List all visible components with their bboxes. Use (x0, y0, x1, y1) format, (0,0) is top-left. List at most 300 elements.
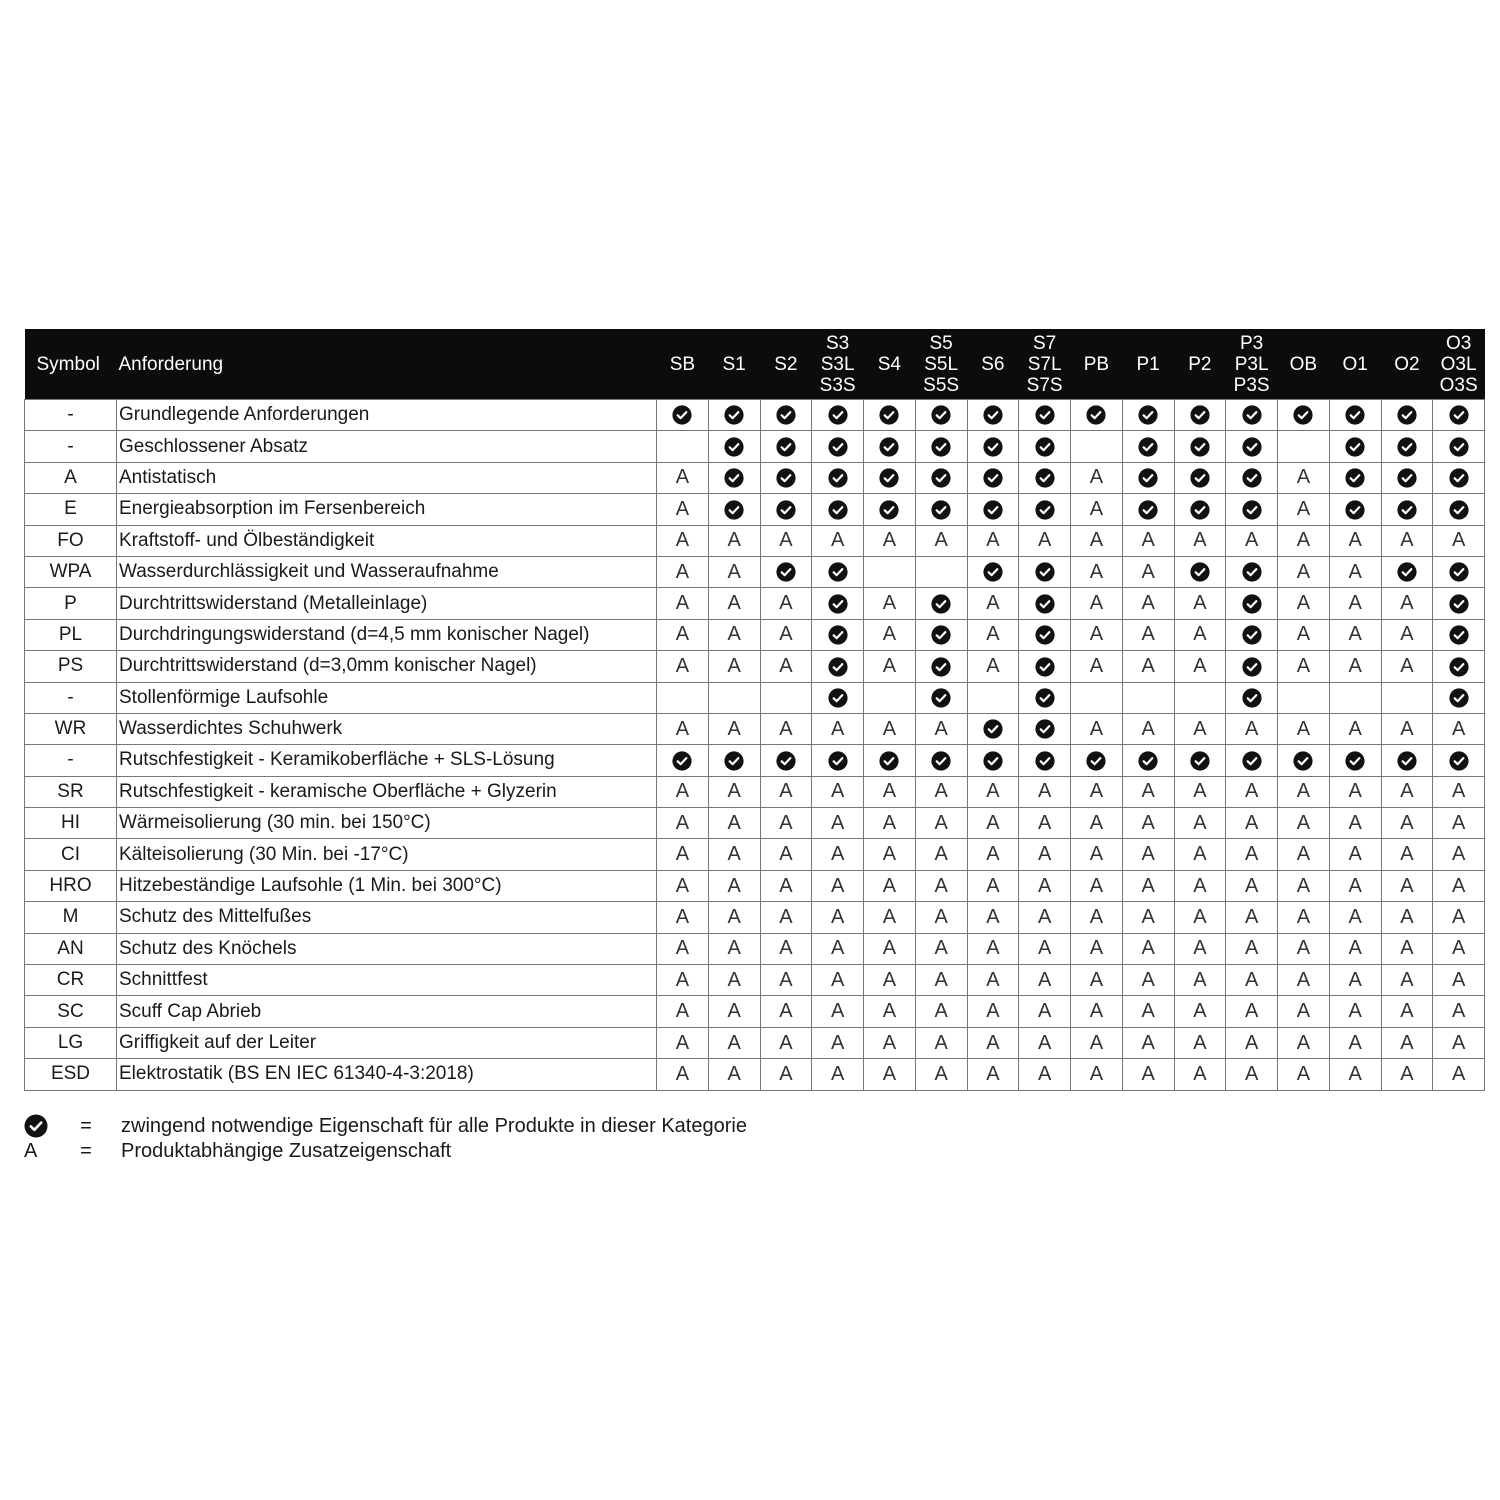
legend-optional-symbol: A (24, 1140, 38, 1162)
cell-optional: A (1433, 996, 1485, 1027)
cell-mandatory (967, 556, 1019, 587)
cell-optional: A (1122, 1027, 1174, 1058)
cell-optional: A (1071, 870, 1123, 901)
row-requirement: Kälteisolierung (30 Min. bei -17°C) (117, 839, 657, 870)
cell-mandatory (708, 400, 760, 431)
check-circle-icon (1035, 594, 1055, 614)
cell-empty (657, 431, 709, 462)
check-circle-icon (1397, 468, 1417, 488)
cell-optional: A (864, 965, 916, 996)
cell-optional: A (1381, 965, 1433, 996)
cell-optional: A (1278, 933, 1330, 964)
header-requirement: Anforderung (117, 329, 657, 400)
cell-optional: A (760, 713, 812, 744)
cell-mandatory (967, 494, 1019, 525)
cell-optional: A (708, 651, 760, 682)
cell-empty (915, 556, 967, 587)
check-circle-icon (931, 657, 951, 677)
row-symbol: CR (25, 965, 117, 996)
cell-optional: A (1019, 525, 1071, 556)
cell-mandatory (1019, 682, 1071, 713)
cell-mandatory (760, 556, 812, 587)
cell-mandatory (1019, 713, 1071, 744)
check-circle-icon (1242, 625, 1262, 645)
cell-optional: A (1071, 588, 1123, 619)
row-symbol: PL (25, 619, 117, 650)
cell-mandatory (1122, 431, 1174, 462)
check-circle-icon (1035, 405, 1055, 425)
cell-optional: A (1278, 525, 1330, 556)
cell-optional: A (1174, 776, 1226, 807)
cell-optional: A (967, 808, 1019, 839)
cell-optional: A (1278, 1059, 1330, 1090)
cell-optional: A (657, 525, 709, 556)
cell-optional: A (812, 996, 864, 1027)
cell-optional: A (708, 965, 760, 996)
cell-optional: A (1226, 776, 1278, 807)
cell-optional: A (1174, 619, 1226, 650)
check-circle-icon (1242, 688, 1262, 708)
check-circle-icon (828, 405, 848, 425)
table-row (25, 400, 1485, 431)
cell-mandatory (915, 619, 967, 650)
check-circle-icon (1138, 468, 1158, 488)
cell-mandatory (1122, 745, 1174, 776)
cell-mandatory (967, 745, 1019, 776)
header-column (657, 329, 709, 400)
cell-mandatory (1019, 400, 1071, 431)
cell-optional: A (1071, 933, 1123, 964)
check-circle-icon (1190, 405, 1210, 425)
header-column (708, 329, 760, 400)
check-circle-icon (1035, 437, 1055, 457)
cell-optional: A (915, 870, 967, 901)
header-column-label: O3 (1445, 332, 1472, 354)
cell-optional: A (1226, 870, 1278, 901)
cell-optional: A (760, 808, 812, 839)
check-circle-icon (1242, 500, 1262, 520)
cell-optional: A (1278, 494, 1330, 525)
row-requirement: Wärmeisolierung (30 min. bei 150°C) (117, 808, 657, 839)
cell-mandatory (1226, 682, 1278, 713)
cell-optional: A (812, 870, 864, 901)
cell-optional: A (1122, 902, 1174, 933)
table-row (25, 839, 1485, 870)
check-circle-icon (724, 405, 744, 425)
cell-optional: A (1226, 808, 1278, 839)
cell-optional: A (915, 776, 967, 807)
check-circle-icon (1035, 719, 1055, 739)
check-circle-icon (983, 562, 1003, 582)
cell-optional: A (708, 1059, 760, 1090)
header-column-label: O3S (1439, 374, 1478, 396)
check-circle-icon (1190, 562, 1210, 582)
cell-optional: A (1329, 839, 1381, 870)
cell-optional: A (1381, 619, 1433, 650)
check-circle-icon (931, 437, 951, 457)
cell-optional: A (1329, 619, 1381, 650)
cell-mandatory (812, 431, 864, 462)
cell-optional: A (657, 556, 709, 587)
check-circle-icon (1449, 751, 1469, 771)
cell-mandatory (1433, 745, 1485, 776)
cell-empty (1071, 682, 1123, 713)
header-column-label: S5L (924, 353, 959, 375)
cell-optional: A (1122, 651, 1174, 682)
cell-optional: A (1278, 902, 1330, 933)
cell-mandatory (915, 745, 967, 776)
cell-optional: A (1122, 996, 1174, 1027)
header-column-label: SB (669, 353, 696, 375)
check-circle-icon (931, 594, 951, 614)
header-column (1278, 329, 1330, 400)
cell-mandatory (1226, 588, 1278, 619)
cell-optional: A (657, 1027, 709, 1058)
cell-optional: A (1329, 933, 1381, 964)
check-circle-icon (776, 437, 796, 457)
cell-optional: A (1433, 1059, 1485, 1090)
cell-mandatory (760, 462, 812, 493)
table-row (25, 713, 1485, 744)
row-requirement: Kraftstoff- und Ölbeständigkeit (117, 525, 657, 556)
cell-optional: A (1278, 713, 1330, 744)
cell-optional: A (760, 902, 812, 933)
cell-mandatory (864, 400, 916, 431)
cell-optional: A (812, 776, 864, 807)
header-column-label: S7S (1026, 374, 1063, 396)
cell-mandatory (967, 400, 1019, 431)
cell-mandatory (915, 494, 967, 525)
cell-mandatory (1226, 494, 1278, 525)
check-circle-icon (1345, 500, 1365, 520)
check-circle-icon (672, 751, 692, 771)
header-column-label: P2 (1188, 353, 1212, 375)
header-column-label: P3L (1234, 353, 1269, 375)
check-circle-icon (828, 657, 848, 677)
cell-optional: A (1433, 713, 1485, 744)
cell-empty (1174, 682, 1226, 713)
cell-optional: A (1071, 902, 1123, 933)
cell-optional: A (864, 902, 916, 933)
check-circle-icon (828, 688, 848, 708)
cell-mandatory (1226, 651, 1278, 682)
check-circle-icon (1035, 468, 1055, 488)
check-circle-icon (1293, 405, 1313, 425)
cell-optional: A (657, 588, 709, 619)
cell-optional: A (864, 651, 916, 682)
check-circle-icon (1293, 751, 1313, 771)
cell-mandatory (1433, 682, 1485, 713)
row-symbol: HRO (25, 870, 117, 901)
check-circle-icon (931, 625, 951, 645)
check-circle-icon (828, 468, 848, 488)
row-symbol: - (25, 745, 117, 776)
legend-mandatory-text: zwingend notwendige Eigenschaft für alle Produkte in dieser Kategorie (121, 1115, 747, 1137)
cell-mandatory (708, 431, 760, 462)
row-requirement: Grundlegende Anforderungen (117, 400, 657, 431)
table-row (25, 1059, 1485, 1090)
row-symbol: - (25, 400, 117, 431)
cell-empty (1122, 682, 1174, 713)
cell-mandatory (1071, 400, 1123, 431)
cell-optional: A (1433, 808, 1485, 839)
cell-optional: A (812, 965, 864, 996)
cell-optional: A (1174, 839, 1226, 870)
cell-optional: A (1329, 776, 1381, 807)
cell-optional: A (1329, 965, 1381, 996)
check-circle-icon (776, 468, 796, 488)
cell-optional: A (1278, 462, 1330, 493)
cell-optional: A (1071, 965, 1123, 996)
check-circle-icon (1397, 437, 1417, 457)
header-column-label: S7 (1033, 332, 1057, 354)
header-column (915, 329, 967, 400)
cell-optional: A (967, 525, 1019, 556)
cell-mandatory (864, 431, 916, 462)
cell-optional: A (967, 776, 1019, 807)
cell-optional: A (1433, 1027, 1485, 1058)
check-circle-icon (1138, 405, 1158, 425)
cell-optional: A (1329, 808, 1381, 839)
cell-optional: A (915, 713, 967, 744)
cell-mandatory (1226, 619, 1278, 650)
cell-optional: A (1433, 839, 1485, 870)
check-circle-icon (1345, 468, 1365, 488)
row-requirement: Griffigkeit auf der Leiter (117, 1027, 657, 1058)
cell-optional: A (915, 933, 967, 964)
cell-optional: A (1278, 776, 1330, 807)
check-circle-icon (1190, 437, 1210, 457)
cell-optional: A (1122, 870, 1174, 901)
check-circle-icon (828, 594, 848, 614)
row-symbol: SC (25, 996, 117, 1027)
cell-mandatory (1019, 556, 1071, 587)
check-circle-icon (1242, 562, 1262, 582)
header-column (1226, 329, 1278, 400)
cell-empty (657, 682, 709, 713)
cell-optional: A (1329, 588, 1381, 619)
check-circle-icon (931, 405, 951, 425)
header-column (1381, 329, 1433, 400)
check-circle-icon (828, 437, 848, 457)
check-circle-icon (1138, 437, 1158, 457)
table-row (25, 808, 1485, 839)
row-symbol: M (25, 902, 117, 933)
cell-optional: A (1278, 619, 1330, 650)
cell-optional: A (760, 996, 812, 1027)
row-requirement: Scuff Cap Abrieb (117, 996, 657, 1027)
row-symbol: E (25, 494, 117, 525)
check-circle-icon (1397, 405, 1417, 425)
cell-optional: A (708, 556, 760, 587)
check-circle-icon (724, 468, 744, 488)
cell-mandatory (967, 713, 1019, 744)
cell-empty (1278, 431, 1330, 462)
cell-optional: A (1381, 1027, 1433, 1058)
check-circle-icon (983, 500, 1003, 520)
cell-optional: A (1019, 902, 1071, 933)
requirements-table (24, 329, 1485, 1091)
table-row (25, 902, 1485, 933)
cell-optional: A (864, 619, 916, 650)
table-row (25, 933, 1485, 964)
legend-optional-text: Produktabhängige Zusatzeigenschaft (121, 1140, 452, 1162)
cell-optional: A (1433, 870, 1485, 901)
check-circle-icon (776, 751, 796, 771)
cell-optional: A (657, 902, 709, 933)
cell-empty (1381, 682, 1433, 713)
cell-optional: A (1381, 839, 1433, 870)
cell-optional: A (657, 870, 709, 901)
cell-optional: A (1122, 776, 1174, 807)
cell-optional: A (1381, 1059, 1433, 1090)
row-requirement: Elektrostatik (BS EN IEC 61340-4-3:2018) (117, 1059, 657, 1090)
cell-mandatory (915, 682, 967, 713)
cell-optional: A (915, 1059, 967, 1090)
cell-mandatory (1122, 462, 1174, 493)
check-circle-icon (983, 437, 1003, 457)
cell-mandatory (812, 745, 864, 776)
cell-optional: A (1329, 902, 1381, 933)
cell-optional: A (1174, 996, 1226, 1027)
cell-mandatory (812, 651, 864, 682)
cell-optional: A (760, 1059, 812, 1090)
header-column-label: PB (1083, 353, 1110, 375)
check-circle-icon (1190, 751, 1210, 771)
cell-optional: A (1278, 996, 1330, 1027)
cell-mandatory (1174, 745, 1226, 776)
cell-optional: A (1071, 713, 1123, 744)
cell-optional: A (760, 651, 812, 682)
check-circle-icon (828, 625, 848, 645)
cell-empty (967, 682, 1019, 713)
check-circle-icon (724, 751, 744, 771)
check-circle-icon (879, 437, 899, 457)
cell-optional: A (915, 839, 967, 870)
row-symbol: WR (25, 713, 117, 744)
cell-optional: A (1071, 839, 1123, 870)
cell-optional: A (1071, 494, 1123, 525)
header-symbol: Symbol (25, 329, 117, 400)
cell-mandatory (1329, 400, 1381, 431)
cell-mandatory (1174, 431, 1226, 462)
cell-optional: A (864, 996, 916, 1027)
cell-optional: A (657, 462, 709, 493)
row-symbol: P (25, 588, 117, 619)
check-circle-icon (1449, 657, 1469, 677)
cell-optional: A (812, 1027, 864, 1058)
check-circle-icon (879, 405, 899, 425)
cell-optional: A (1278, 651, 1330, 682)
check-circle-icon (1242, 751, 1262, 771)
cell-optional: A (1381, 933, 1433, 964)
check-circle-icon (1035, 500, 1055, 520)
cell-mandatory (1381, 400, 1433, 431)
cell-optional: A (1226, 525, 1278, 556)
legend-equals: = (80, 1115, 92, 1137)
cell-mandatory (812, 588, 864, 619)
cell-optional: A (657, 713, 709, 744)
row-requirement: Rutschfestigkeit - keramische Oberfläche + Glyzerin (117, 776, 657, 807)
cell-mandatory (1433, 651, 1485, 682)
cell-mandatory (967, 431, 1019, 462)
row-requirement: Wasserdurchlässigkeit und Wasseraufnahme (117, 556, 657, 587)
row-requirement: Schnittfest (117, 965, 657, 996)
check-circle-icon (879, 468, 899, 488)
cell-optional: A (708, 1027, 760, 1058)
table-row (25, 965, 1485, 996)
header-column-label: P3S (1233, 374, 1270, 396)
cell-mandatory (812, 462, 864, 493)
cell-mandatory (1122, 494, 1174, 525)
row-symbol: CI (25, 839, 117, 870)
cell-optional: A (708, 525, 760, 556)
check-circle-icon (828, 500, 848, 520)
header-column-label: OB (1289, 353, 1318, 375)
cell-optional: A (1019, 996, 1071, 1027)
cell-optional: A (1381, 651, 1433, 682)
cell-optional: A (1226, 965, 1278, 996)
cell-optional: A (657, 619, 709, 650)
check-circle-icon (828, 751, 848, 771)
cell-optional: A (1174, 870, 1226, 901)
check-circle-icon (879, 500, 899, 520)
cell-optional: A (812, 1059, 864, 1090)
header-column-label: S4 (877, 353, 901, 375)
cell-optional: A (760, 933, 812, 964)
check-circle-icon (1138, 500, 1158, 520)
cell-optional: A (812, 525, 864, 556)
cell-optional: A (760, 525, 812, 556)
cell-optional: A (708, 619, 760, 650)
cell-optional: A (1329, 996, 1381, 1027)
cell-optional: A (1019, 965, 1071, 996)
header-column (1174, 329, 1226, 400)
cell-mandatory (864, 462, 916, 493)
cell-mandatory (915, 400, 967, 431)
cell-mandatory (1174, 556, 1226, 587)
cell-mandatory (812, 682, 864, 713)
cell-optional: A (1329, 525, 1381, 556)
header-column-label: P3 (1240, 332, 1264, 354)
cell-optional: A (1381, 996, 1433, 1027)
cell-optional: A (1433, 933, 1485, 964)
cell-optional: A (1071, 651, 1123, 682)
row-requirement: Geschlossener Absatz (117, 431, 657, 462)
row-requirement: Durchtrittswiderstand (Metalleinlage) (117, 588, 657, 619)
cell-optional: A (967, 1027, 1019, 1058)
row-requirement: Schutz des Knöchels (117, 933, 657, 964)
check-circle-icon (1242, 594, 1262, 614)
cell-mandatory (1278, 400, 1330, 431)
header-column-label: S7L (1027, 353, 1062, 375)
cell-optional: A (812, 902, 864, 933)
row-requirement: Energieabsorption im Fersenbereich (117, 494, 657, 525)
cell-optional: A (1019, 1027, 1071, 1058)
cell-optional: A (864, 776, 916, 807)
check-circle-icon (1035, 625, 1055, 645)
cell-mandatory (657, 400, 709, 431)
table-row (25, 525, 1485, 556)
cell-optional: A (1329, 870, 1381, 901)
header-column-label: O3L (1440, 353, 1477, 375)
cell-optional: A (812, 713, 864, 744)
cell-optional: A (967, 651, 1019, 682)
cell-optional: A (1381, 525, 1433, 556)
cell-optional: A (915, 1027, 967, 1058)
cell-mandatory (1278, 745, 1330, 776)
cell-optional: A (1226, 713, 1278, 744)
